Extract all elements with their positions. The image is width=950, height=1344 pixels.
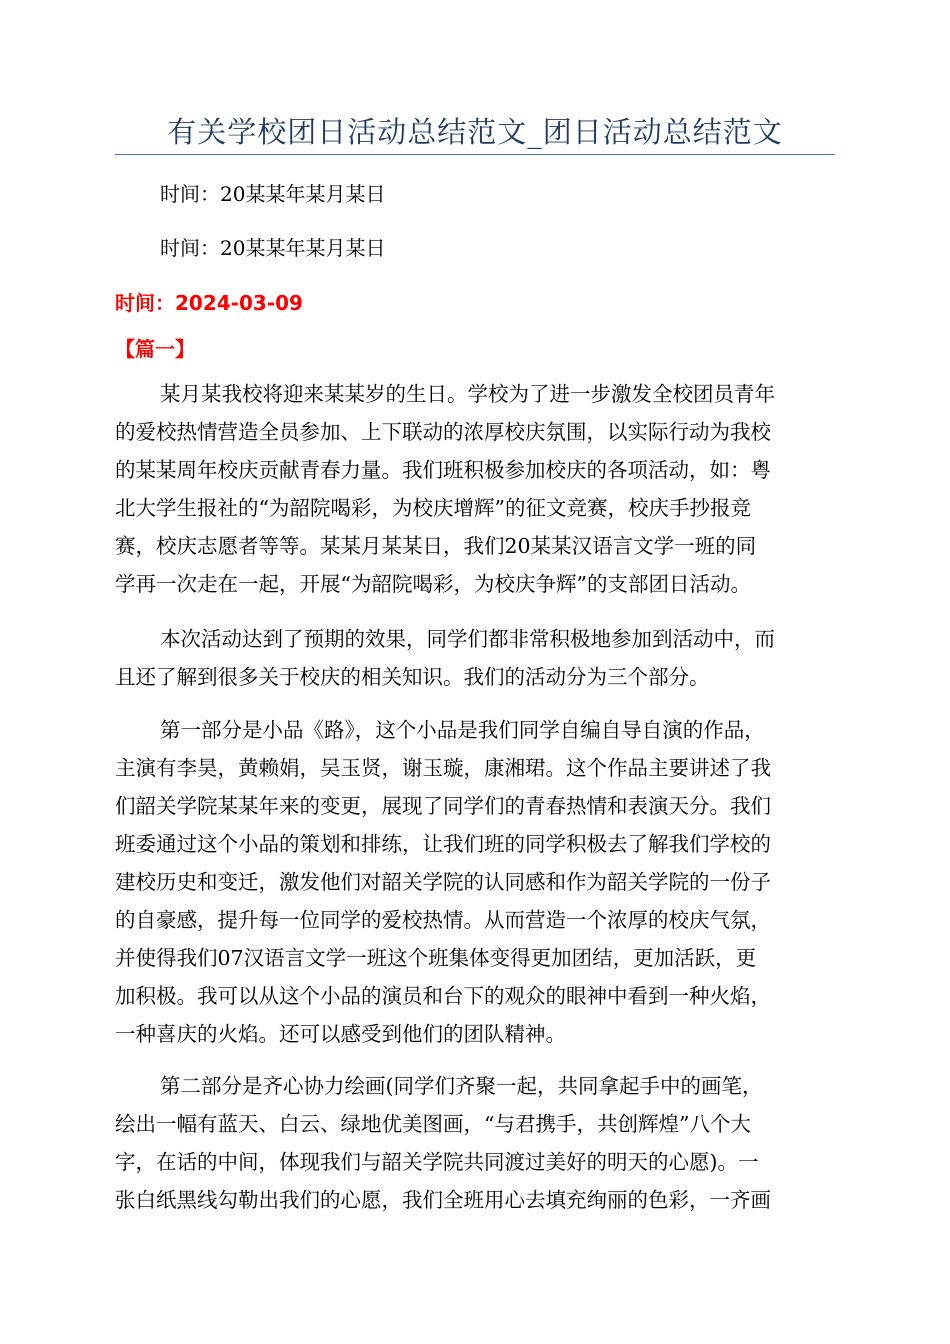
paragraph-line: 第一部分是小品《路》，这个小品是我们同学自编自导自演的作品，	[160, 718, 765, 742]
title-underline	[115, 154, 835, 155]
paragraph-line: 并使得我们07汉语言文学一班这个班集体变得更加团结，更加活跃，更	[115, 946, 757, 970]
paragraph-line: 一种喜庆的火焰。还可以感受到他们的团队精神。	[115, 1022, 566, 1046]
paragraph-line: 班委通过这个小品的策划和排练，让我们班的同学积极去了解我们学校的	[115, 832, 771, 856]
paragraph-line: 第二部分是齐心协力绘画(同学们齐聚一起，共同拿起手中的画笔，	[160, 1074, 763, 1098]
paragraph-line: 北大学生报社的“为韶院喝彩，为校庆增辉”的征文竞赛，校庆手抄报竞	[115, 496, 751, 520]
paragraph-4	[115, 1067, 835, 1219]
meta-time-line-1: 时间：20某某年某月某日	[160, 182, 386, 206]
paragraph-line: 加积极。我可以从这个小品的演员和台下的观众的眼神中看到一种火焰，	[115, 984, 771, 1008]
paragraph-line: 学再一次走在一起，开展“为韶院喝彩，为校庆争辉”的支部团日活动。	[115, 572, 751, 596]
paragraph-line: 绘出一幅有蓝天、白云、绿地优美图画，“与君携手，共创辉煌”八个大	[115, 1112, 751, 1136]
paragraph-3	[115, 711, 835, 1053]
paragraph-line: 的自豪感，提升每一位同学的爱校热情。从而营造一个浓厚的校庆气氛，	[115, 908, 771, 932]
paragraph-line: 张白纸黑线勾勒出我们的心愿，我们全班用心去填充绚丽的色彩，一齐画	[115, 1188, 771, 1212]
paragraph-2	[115, 620, 835, 696]
paragraph-line: 建校历史和变迁，激发他们对韶关学院的认同感和作为韶关学院的一份子	[115, 870, 771, 894]
paragraph-line: 本次活动达到了预期的效果，同学们都非常积极地参加到活动中，而	[160, 627, 775, 651]
date-label: 时间：2024-03-09	[115, 291, 303, 315]
section-label: 【篇一】	[115, 337, 195, 361]
paragraph-line: 的爱校热情营造全员参加、上下联动的浓厚校庆氛围，以实际行动为我校	[115, 420, 771, 444]
paragraph-line: 主演有李昊，黄赖娟，吴玉贤，谢玉璇，康湘珺。这个作品主要讲述了我	[115, 756, 771, 780]
paragraph-line: 们韶关学院某某年来的变更，展现了同学们的青春热情和表演天分。我们	[115, 794, 771, 818]
paragraph-line: 某月某我校将迎来某某岁的生日。学校为了进一步激发全校团员青年	[160, 382, 775, 406]
document-title: 有关学校团日活动总结范文_团日活动总结范文	[167, 115, 783, 149]
paragraph-line: 且还了解到很多关于校庆的相关知识。我们的活动分为三个部分。	[115, 665, 710, 689]
paragraph-line: 的某某周年校庆贡献青春力量。我们班积极参加校庆的各项活动，如：粤	[115, 458, 771, 482]
paragraph-1	[115, 375, 835, 603]
paragraph-line: 字，在话的中间，体现我们与韶关学院共同渡过美好的明天的心愿)。一	[115, 1150, 759, 1174]
meta-time-line-2: 时间：20某某年某月某日	[160, 236, 386, 260]
paragraph-line: 赛，校庆志愿者等等。某某月某某日，我们20某某汉语言文学一班的同	[115, 534, 757, 558]
